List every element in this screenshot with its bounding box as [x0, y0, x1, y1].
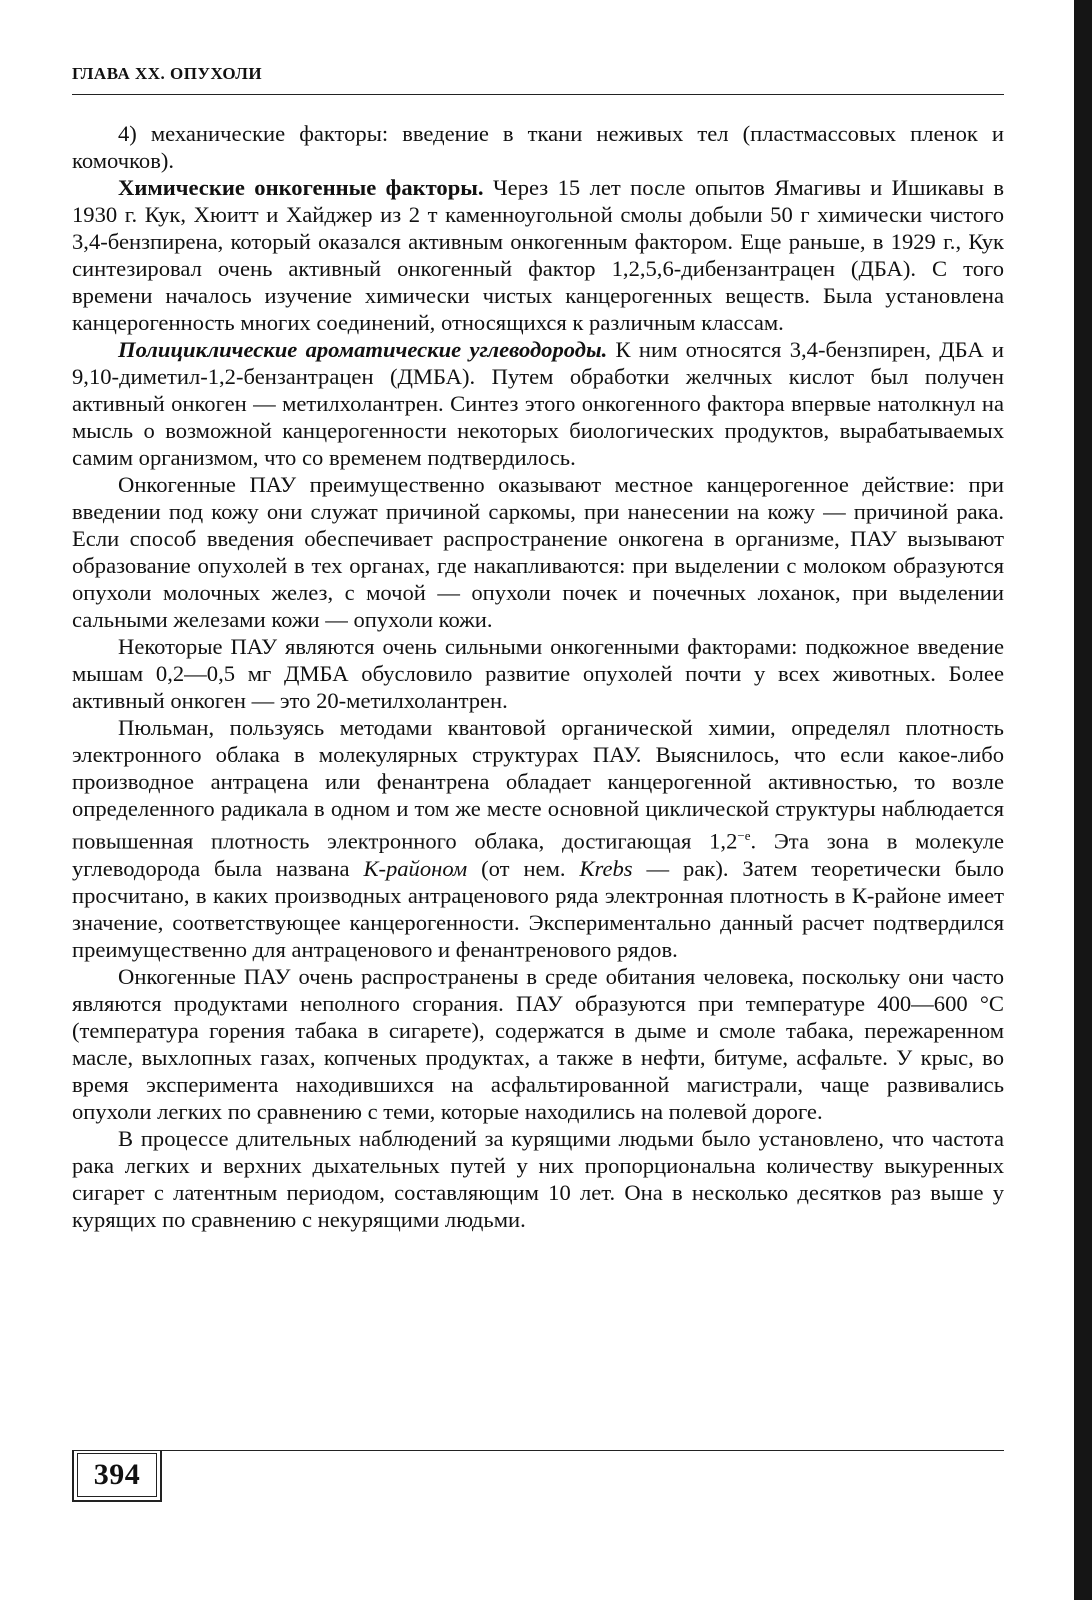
paragraph-3-text: К ним относятся 3,4-бензпирен, ДБА и 9,10-диметил-1,2-бензантрацен (ДМБА). Путем обработки желчных кислот был получен активный онкоген — метилхолантрен. Синтез этого онкогенного фактора впервые натолкнул на мысль о возможной канцерогенности некоторых биологических продуктов, вырабатываемых самим организмом, что со временем подтвердилось.: [72, 337, 1004, 470]
paragraph-3: [72, 336, 1004, 471]
paragraph-7-text: Онкогенные ПАУ очень распространены в среде обитания человека, поскольку они часто являются продуктами неполного сгорания. ПАУ образуются при температуре 400—600 °С (температура горения табака в сигарете), содержатся в дыме и смоле табака, пережаренном масле, выхлопных газах, копченых продуктах, а также в нефти, битуме, асфальте. У крыс, во время эксперимента находившихся на асфальтированной магистрали, чаще развивались опухоли легких по сравнению с теми, которые находились на полевой дороге.: [72, 963, 1004, 1124]
running-header: ГЛАВА XX. ОПУХОЛИ: [72, 64, 263, 83]
paragraph-2-text: Через 15 лет после опытов Ямагивы и Ишикавы в 1930 г. Кук, Хюитт и Хайджер из 2 т каменноугольной смолы добыли 50 г химически чистого 3,4-бензпирена, который оказался активным онкогенным фактором. Еще раньше, в 1929 г., Кук синтезировал очень активный онкогенный фактор 1,2,5,6-дибензантрацен (ДБА). С того времени началось изучение химически чистых канцерогенных веществ. Была установлена канцерогенность многих соединений, относящихся к различным классам.: [72, 175, 1004, 335]
term-krebs: Krebs: [579, 855, 633, 881]
paragraph-6-text-d: — рак). Затем теоретически было просчитано, в каких производных антраценового ряда электронная плотность в К-районе имеет значение, соответствующее канцерогенности. Экспериментально данный расчет подтвердился преимущественно для антраценового и фенантренового рядов.: [72, 855, 1004, 962]
paragraph-6-text-a: Пюльман, пользуясь методами квантовой органической химии, определял плотность электронного облака в молекулярных структурах ПАУ. Выяснилось, что если какое-либо производное антрацена или фенантрена обладает канцерогенной активностью, то возле определенного радикала в одном и том же месте основной циклической структуры наблюдается повышенная плотность электронного облака, достигающая 1,2: [72, 715, 1004, 854]
paragraph-8: [72, 1125, 1004, 1233]
paragraph-1: [72, 120, 1004, 174]
section-heading-chemical: Химические онкогенные факторы.: [118, 175, 484, 200]
term-k-region: К-районом: [363, 855, 468, 881]
body-text: [72, 120, 1004, 1233]
footer-rule: [72, 1450, 1004, 1451]
paragraph-4: [72, 471, 1004, 633]
paragraph-5: [72, 633, 1004, 714]
paragraph-1-text: 4) механические факторы: введение в ткани неживых тел (пластмассовых пленок и комочков).: [72, 121, 1004, 173]
page-number: 394: [77, 1453, 157, 1497]
paragraph-4-text: Онкогенные ПАУ преимущественно оказывают местное канцерогенное действие: при введении под кожу они служат причиной саркомы, при нанесении на кожу — причиной рака. Если способ введения обеспечивает распространение онкогена в организме, ПАУ вызывают образование опухолей в тех органах, где накапливаются: при выделении с молоком образуются опухоли молочных желез, с мочой — опухоли почек и почечных лоханок, при выделении сальными железами кожи — опухоли кожи.: [72, 472, 1004, 632]
subsection-heading-pah: Полициклические ароматические углеводороды.: [118, 337, 608, 362]
paragraph-6-text-b: . Эта зона в молекуле углеводорода была названа: [72, 828, 1004, 881]
page-number-box: [72, 1450, 162, 1502]
paragraph-6-text-c: (от нем.: [467, 855, 580, 881]
paragraph-6: [72, 714, 1004, 963]
scan-edge-bar: [1074, 0, 1092, 1600]
paragraph-8-text: В процессе длительных наблюдений за курящими людьми было установлено, что частота рака легких и верхних дыхательных путей у них пропорциональна количеству выкуренных сигарет с латентным периодом, составляющим 10 лет. Она в несколько десятков раз выше у курящих по сравнению с некурящими людьми.: [72, 1125, 1004, 1232]
paragraph-2: [72, 174, 1004, 336]
paragraph-7: [72, 963, 1004, 1125]
header-rule: [72, 94, 1004, 95]
paragraph-5-text: Некоторые ПАУ являются очень сильными онкогенными факторами: подкожное введение мышам 0,2—0,5 мг ДМБА обусловило развитие опухолей почти у всех животных. Более активный онкоген — это 20-метилхолантрен.: [72, 634, 1004, 713]
superscript-charge: −е: [737, 828, 751, 843]
